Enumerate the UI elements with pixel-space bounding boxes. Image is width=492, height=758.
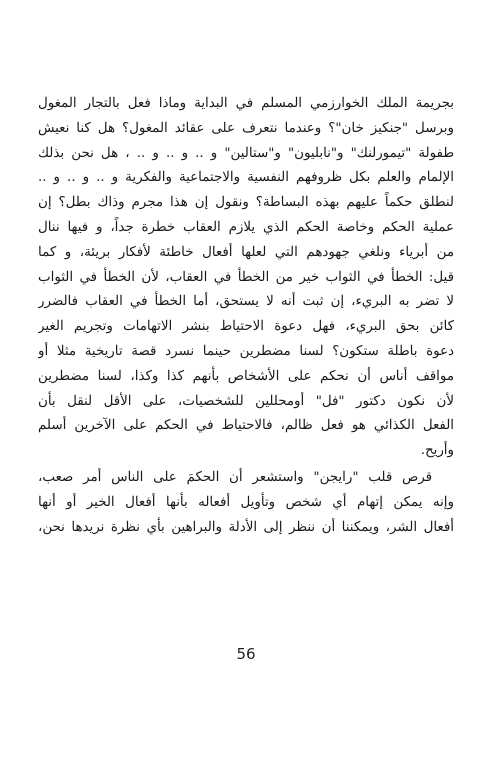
paragraph-1 [38, 92, 454, 464]
text-line: قيل: الخطأ في الثواب خير من الخطأ في العقاب، لأن الخطأ في الثواب [38, 269, 454, 285]
text-line: الفعل الكذائي هو فعل ظالم، فالاحتياط في الحكم على الآخرين أسلم [38, 418, 454, 434]
text-line: وإنه يمكن إتهام أي شخص وتأويل أفعاله بأنها أفعال الخير أو أنها [38, 494, 454, 510]
text-line: بجريمة الملك الخوارزمي المسلم في البداية وماذا فعل بالتجار المغول [38, 96, 454, 111]
text-line: أفعال الشر، ويمكننا أن ننظر إلى الأدلة والبراهين بأي نظرة نريدها نحن، [38, 519, 454, 535]
text-line: وأريح. [420, 443, 454, 459]
text-line: عملية الحكم وخاصة الحكم الذي يلازم العقاب خطرة جداً، و فيها ننال [38, 219, 454, 235]
text-line: كائن بحق البريء، فهل دعوة الاحتياط بنشر الاتهامات وتجريم الغير [38, 319, 454, 335]
page-number: 56 [236, 645, 256, 663]
paragraph-2 [38, 466, 454, 540]
page-body [38, 92, 454, 540]
text-line: قرص قلب "رايجن" واستشعر أن الحكمَ على الناس أمر صعب، [38, 469, 432, 485]
text-line: من أبرياء ونلغي جهودهم التي لعلها أفعال خاطئة لأفكار بريئة، و كما [38, 244, 454, 260]
text-line: دعوة باطلة ستكون؟ لسنا مضطرين حينما نسرد قصة تاريخية مثلا أو [38, 343, 454, 359]
text-line: لا تضر به البريء، إن ثبت أنه لا يستحق، أما الخطأ في العقاب فالضرر [38, 294, 454, 310]
text-line: الإلمام والعلم بكل ظروفهم النفسية والاجتماعية والفكرية و .. و .. و .. [38, 170, 454, 186]
text-line: لنطلق حكماً عليهم بهذه البساطة؟ ونقول إن هذا مجرم وذاك بطل؟ إن [38, 195, 454, 211]
text-line: طفولة "تيمورلنك" و"نابليون" و"ستالين" و .. و .. و .. ، هل نحن بذلك [38, 145, 454, 161]
text-line: مواقف أناس أن نحكم على الأشخاص بأنهم كذا وكذا، لسنا مضطرين [38, 368, 454, 384]
text-line: وبرسل "جنكيز خان"؟ وعندما نتعرف على عقائد المغول؟ هل كنا نعيش [38, 120, 454, 136]
text-line: لأن نكون دكتور "فل" أومحللين للشخصيات، على الأقل لنقل بأن [38, 393, 454, 409]
